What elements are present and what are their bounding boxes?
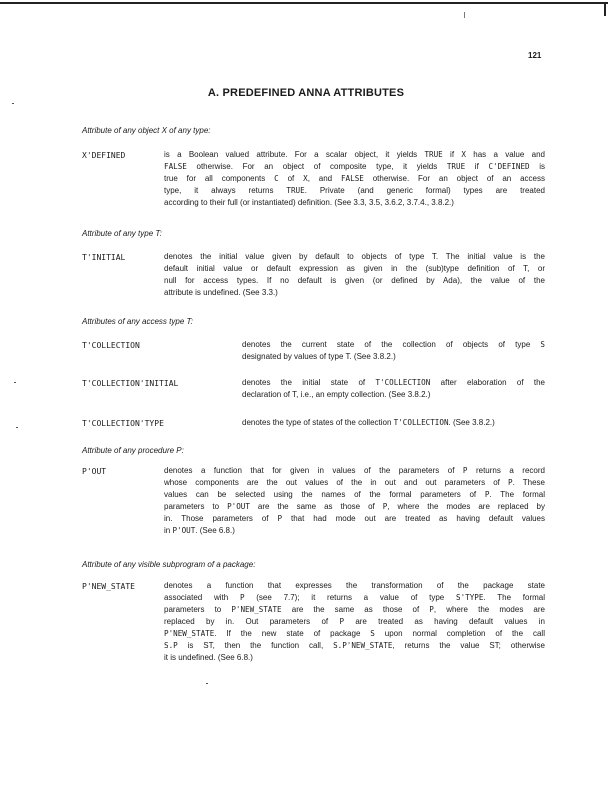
description-line: denotes the type of states of the collection T'COLLECTION. (See 3.8.2.) bbox=[242, 418, 495, 427]
description-line: associated with P (see 7.7); it returns a value of type S'TYPE. The formal bbox=[164, 593, 545, 602]
attribute-description bbox=[164, 580, 545, 664]
description-line: P'NEW_STATE. If the new state of package S upon normal completion of the call bbox=[164, 629, 545, 638]
attribute-description bbox=[164, 251, 545, 299]
section-label: Attribute of any visible subprogram of a package: bbox=[82, 560, 256, 569]
description-line: denotes a function that for given in values of the parameters of P returns a record bbox=[164, 466, 545, 475]
description-line: attribute is undefined. (See 3.3.) bbox=[164, 288, 278, 297]
page-number: 121 bbox=[528, 51, 542, 60]
section-label: Attributes of any access type T: bbox=[82, 317, 194, 326]
attribute-term: P'OUT bbox=[82, 467, 107, 476]
description-line: whose components are the out values of the in out and out parameters of P. These bbox=[164, 478, 545, 487]
description-line: it is undefined. (See 6.8.) bbox=[164, 653, 253, 662]
attribute-description bbox=[242, 339, 545, 363]
attribute-term: T'INITIAL bbox=[82, 253, 126, 262]
description-line: denotes the current state of the collection of objects of type S bbox=[242, 340, 545, 349]
description-line: denotes the initial state of T'COLLECTION after elaboration of the bbox=[242, 378, 546, 387]
scan-speck bbox=[12, 103, 14, 104]
description-line: default initial value or default expression as given in the (sub)type definition of T, or bbox=[164, 264, 545, 273]
scan-speck bbox=[14, 382, 16, 383]
page-title: A. PREDEFINED ANNA ATTRIBUTES bbox=[207, 87, 405, 99]
attribute-description bbox=[164, 465, 545, 537]
scan-speck bbox=[206, 683, 208, 684]
attribute-description bbox=[164, 149, 545, 209]
description-line: is a Boolean valued attribute. For a scalar object, it yields TRUE if X has a value and bbox=[164, 150, 545, 159]
description-line: parameters to P'OUT are the same as those of P, where the modes are replaced by bbox=[164, 502, 546, 511]
description-line: denotes a function that expresses the transformation of the package state bbox=[164, 581, 545, 590]
section-label: Attribute of any object X of any type: bbox=[82, 126, 211, 135]
description-line: values can be selected using the names of the formal parameters of P. The formal bbox=[164, 490, 545, 499]
section-label: Attribute of any procedure P: bbox=[82, 446, 184, 455]
attribute-term: X'DEFINED bbox=[82, 151, 126, 160]
attribute-description bbox=[242, 417, 545, 429]
section-label: Attribute of any type T: bbox=[82, 229, 162, 238]
description-line: S.P is ST, then the function call, S.P'NEW_STATE, returns the value ST; otherwise bbox=[164, 641, 545, 650]
attribute-term: T'COLLECTION'INITIAL bbox=[82, 379, 179, 388]
attribute-description bbox=[242, 377, 545, 401]
attribute-term: T'COLLECTION'TYPE bbox=[82, 419, 164, 428]
description-line: FALSE otherwise. For an object of composite type, it yields TRUE if C'DEFINED is bbox=[164, 162, 546, 171]
scan-speck bbox=[464, 12, 465, 18]
description-line: denotes the initial value given by default to objects of type T. The initial value is the bbox=[164, 252, 545, 261]
scan-speck bbox=[16, 427, 18, 428]
description-line: declaration of T, i.e., an empty collection. (See 3.8.2.) bbox=[242, 390, 431, 399]
description-line: replaced by in. Out parameters of P are treated as having default values in bbox=[164, 617, 546, 626]
attribute-term: P'NEW_STATE bbox=[82, 582, 135, 591]
description-line: null for access types. If no default is given (or defined by Ada), the value of the bbox=[164, 276, 545, 285]
top-border-rule bbox=[0, 2, 608, 4]
description-line: designated by values of type T. (See 3.8.2.) bbox=[242, 352, 396, 361]
attribute-term: T'COLLECTION bbox=[82, 341, 140, 350]
description-line: parameters to P'NEW_STATE are the same as those of P, where the modes are bbox=[164, 605, 545, 614]
description-line: type, it always returns TRUE. Private (and generic formal) types are treated bbox=[164, 186, 545, 195]
description-line: according to their full (or instantiated) definition. (See 3.3, 3.5, 3.6.2, 3.7.4., 3.8.2.) bbox=[164, 198, 454, 207]
description-line: true for all components C of X, and FALSE otherwise. For an object of an access bbox=[164, 174, 546, 183]
description-line: in P'OUT. (See 6.8.) bbox=[164, 526, 235, 535]
description-line: in. Those parameters of P that had mode out are treated as having default values bbox=[164, 514, 545, 523]
right-border-rule bbox=[604, 2, 606, 16]
